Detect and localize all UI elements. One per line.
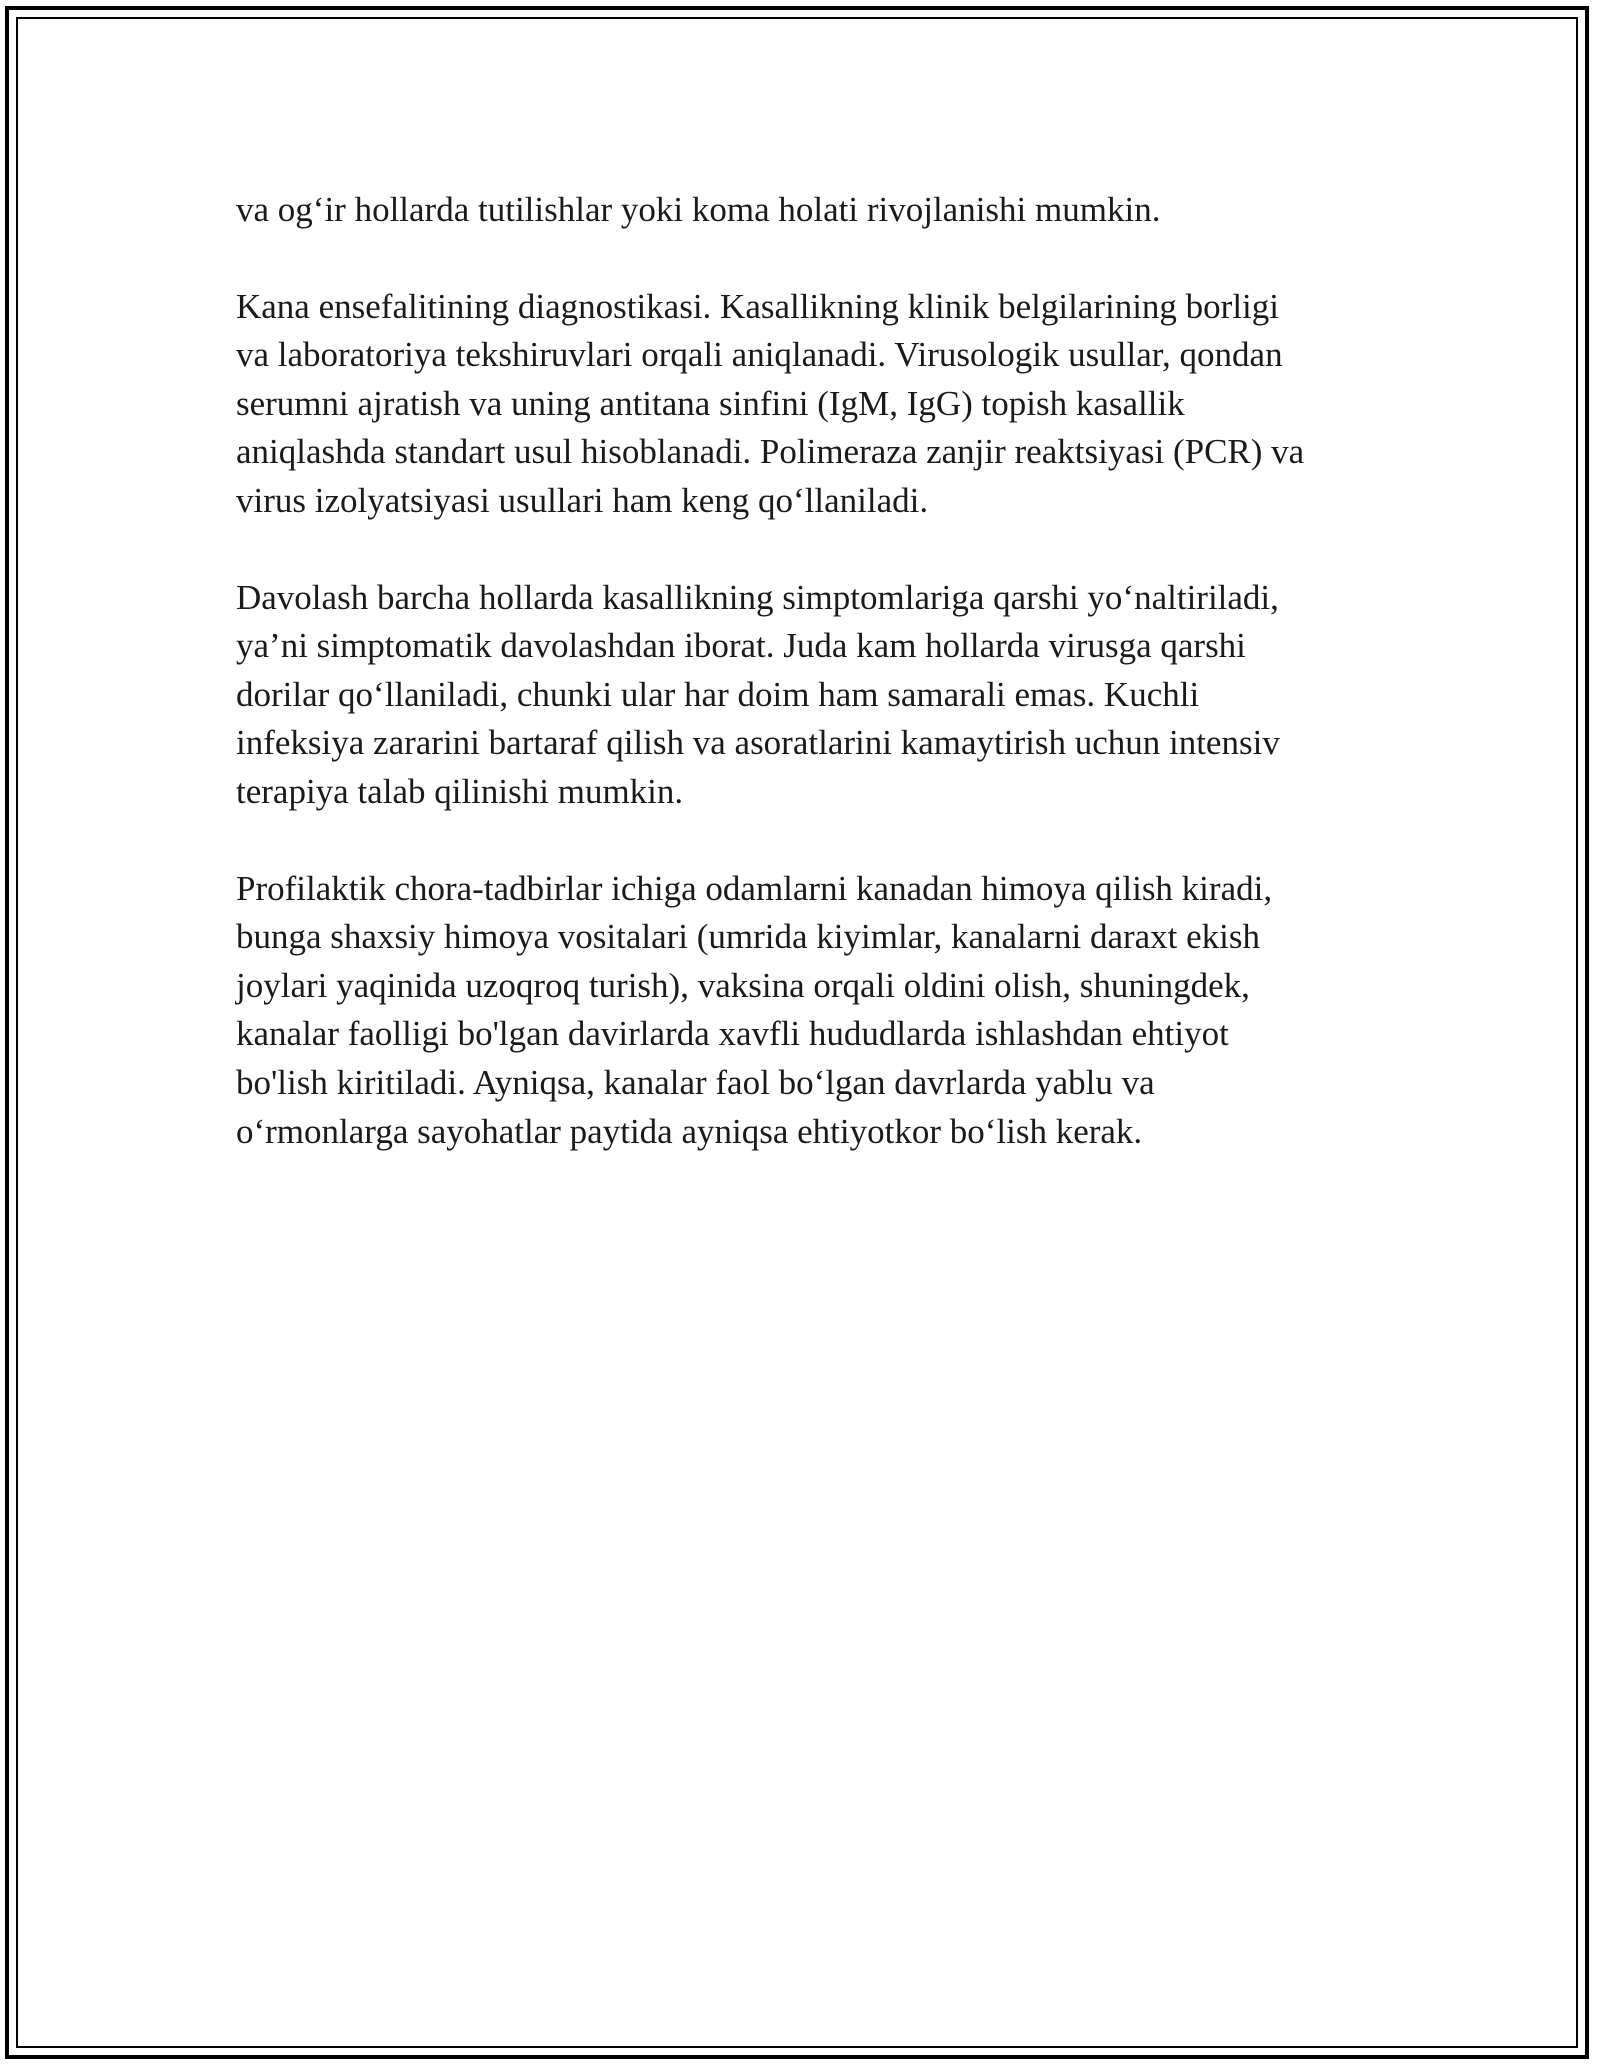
paragraph-continuation: va og‘ir hollarda tutilishlar yoki koma holati rivojlanishi mumkin. [236, 190, 1161, 229]
paragraph-prevention: Profilaktik chora-tadbirlar ichiga odamlarni kanadan himoya qilish kiradi, bunga shaxsiy himoya vositalari (umrida kiyimlar, kanalarni daraxt ekish joylari yaqinida uzoqroq turish), vaksina orqali oldini olish, shuningdek, kanalar faolligi bo'lgan davirlarda xavfli hududlarda ishlashdan ehtiyot bo'lish kiritiladi. Ayniqsa, kanalar faol bo‘lgan davrlarda yablu va o‘rmonlarga sayohatlar paytida ayniqsa ehtiyotkor bo‘lish kerak. [236, 868, 1273, 1151]
paragraph-treatment: Davolash barcha hollarda kasallikning simptomlariga qarshi yo‘naltiriladi, ya’ni simptomatik davolashdan iborat. Juda kam hollarda virusga qarshi dorilar qo‘llaniladi, chunki ular har doim ham samarali emas. Kuchli infeksiya zararini bartaraf qilish va asoratlarini kamaytirish uchun intensiv terapiya talab qilinishi mumkin. [236, 577, 1280, 811]
paragraph-diagnostics: Kana ensefalitining diagnostikasi. Kasallikning klinik belgilarining borligi va laboratoriya tekshiruvlari orqali aniqlanadi. Virusologik usullar, qondan serumni ajratish va uning antitana sinfini (IgM, IgG) topish kasallik aniqlashda standart usul hisoblanadi. Polimeraza zanjir reaktsiyasi (PCR) va virus izolyatsiyasi usullari ham keng qo‘llaniladi. [236, 286, 1305, 520]
document-body [236, 186, 1376, 1204]
